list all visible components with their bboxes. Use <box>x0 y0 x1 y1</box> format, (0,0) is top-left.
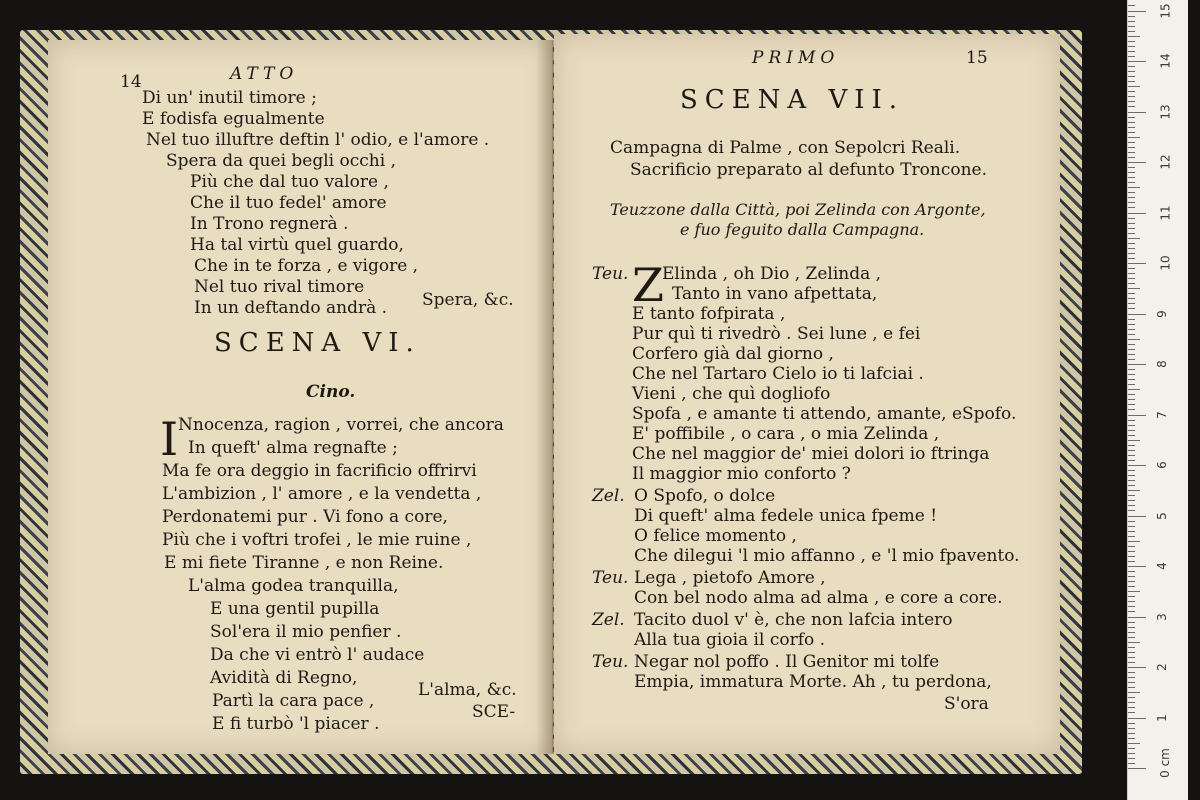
ruler-unit-label: 0 cm <box>1157 748 1172 778</box>
ruler-tick <box>1128 16 1135 17</box>
character-name: Cino. <box>306 382 356 402</box>
ruler-tick <box>1128 445 1135 446</box>
ruler-tick <box>1128 101 1135 102</box>
ruler-tick <box>1128 233 1135 234</box>
ruler-tick <box>1128 601 1135 602</box>
ruler-tick <box>1128 243 1135 244</box>
ruler-tick <box>1128 288 1140 289</box>
stage-direction: e fuo feguito dalla Campagna. <box>680 220 925 239</box>
ruler-tick <box>1128 707 1135 708</box>
verse-line: Ma fe ora deggio in facrificio offrirvi <box>162 461 477 481</box>
ruler-tick <box>1128 622 1135 623</box>
verse-line: In queft' alma regnafte ; <box>188 438 398 458</box>
ruler-tick <box>1128 591 1140 592</box>
ruler-tick <box>1128 596 1135 597</box>
ruler-tick <box>1128 127 1135 128</box>
ruler-tick <box>1128 51 1135 52</box>
ruler-tick <box>1128 682 1135 683</box>
ruler-tick <box>1128 435 1135 436</box>
ruler-tick <box>1128 495 1135 496</box>
ruler-tick <box>1128 177 1135 178</box>
dialogue-line: Pur quì ti rivedrò . Sei lune , e fei <box>632 324 921 344</box>
ruler-tick <box>1128 76 1135 77</box>
ruler-tick <box>1128 399 1135 400</box>
ruler-tick <box>1128 303 1135 304</box>
ruler-tick <box>1128 162 1146 163</box>
ruler-tick <box>1128 718 1146 719</box>
dialogue-line: O Spofo, o dolce <box>634 486 776 506</box>
ruler-tick <box>1128 218 1135 219</box>
ruler-tick <box>1128 500 1135 501</box>
catchword: SCE- <box>472 702 516 722</box>
verse-line: Partì la cara pace , <box>212 691 375 711</box>
ruler-tick <box>1128 132 1135 133</box>
ruler-tick <box>1128 758 1135 759</box>
ruler-tick <box>1128 96 1135 97</box>
dialogue-line: Spofa , e amante ti attendo, amante, eSpofo. <box>632 404 1017 424</box>
ruler-tick <box>1128 379 1135 380</box>
ruler-tick <box>1128 768 1146 769</box>
ruler-tick <box>1128 404 1135 405</box>
ruler-tick <box>1128 460 1135 461</box>
verse-line: Spera da quei begli occhi , <box>166 151 396 171</box>
ruler-tick <box>1128 763 1135 764</box>
ruler-tick <box>1128 263 1146 264</box>
ruler-tick <box>1128 702 1135 703</box>
ruler-tick <box>1128 556 1135 557</box>
ruler-tick <box>1128 273 1135 274</box>
ruler-tick <box>1128 324 1135 325</box>
dialogue-line: Lega , pietofo Amore , <box>634 568 826 588</box>
ruler-tick <box>1128 712 1135 713</box>
verse-line: Avidità di Regno, <box>210 668 358 688</box>
ruler-tick <box>1128 571 1135 572</box>
ruler-tick <box>1128 223 1135 224</box>
speaker-label: Teu. <box>592 568 629 588</box>
ruler-tick <box>1128 319 1135 320</box>
verse-line: E una gentil pupilla <box>210 599 380 619</box>
verse-line: Nel tuo rival timore <box>194 277 365 297</box>
drop-cap: Z <box>632 258 664 312</box>
ruler-tick <box>1128 344 1135 345</box>
ruler-tick <box>1128 258 1135 259</box>
ruler-tick <box>1128 86 1140 87</box>
dialogue-line: Tacito duol v' è, che non lafcia intero <box>634 610 953 630</box>
scene-setting: Campagna di Palme , con Sepolcri Reali. <box>610 138 961 158</box>
verse-line: E mi fiete Tiranne , e non Reine. <box>164 553 444 573</box>
ruler-tick <box>1128 475 1135 476</box>
ruler-tick <box>1128 374 1135 375</box>
left-page <box>48 40 553 754</box>
dialogue-line: Che nel Tartaro Cielo io ti lafciai . <box>632 364 924 384</box>
ruler-tick <box>1128 561 1135 562</box>
ruler-tick <box>1128 71 1135 72</box>
ruler-number: 7 <box>1154 410 1169 419</box>
ruler-tick <box>1128 213 1146 214</box>
stage-direction: Teuzzone dalla Città, poi Zelinda con Argonte, <box>610 200 986 219</box>
ruler-tick <box>1128 465 1146 466</box>
ruler-tick <box>1128 339 1140 340</box>
ruler-tick <box>1128 329 1135 330</box>
ruler-tick <box>1128 586 1135 587</box>
dialogue-line: Con bel nodo alma ad alma , e core a core. <box>634 588 1003 608</box>
speaker-label: Zel. <box>592 486 625 506</box>
ruler-tick <box>1128 187 1140 188</box>
verse-line: Che in te forza , e vigore , <box>194 256 419 276</box>
page-number-left: 14 <box>120 72 142 92</box>
ruler-tick <box>1128 485 1135 486</box>
ruler-tick <box>1128 207 1135 208</box>
ruler-tick <box>1128 106 1135 107</box>
ruler-tick <box>1128 369 1135 370</box>
ruler-tick <box>1128 91 1135 92</box>
ruler-tick <box>1128 450 1135 451</box>
ruler-tick <box>1128 521 1135 522</box>
ruler-tick <box>1128 430 1135 431</box>
ruler-tick <box>1128 46 1135 47</box>
ruler-number: 2 <box>1154 663 1169 671</box>
ruler-tick <box>1128 748 1135 749</box>
ruler-tick <box>1128 606 1135 607</box>
ruler-tick <box>1128 81 1135 82</box>
ruler-tick <box>1128 66 1135 67</box>
dialogue-line: Negar nol poffo . Il Genitor mi tolfe <box>634 652 940 672</box>
ruler-tick <box>1128 283 1135 284</box>
verse-line: Di un' inutil timore ; <box>142 88 317 108</box>
ruler-tick <box>1128 420 1135 421</box>
ruler-tick <box>1128 36 1140 37</box>
verse-line: Sol'era il mio penfier . <box>210 622 402 642</box>
verse-line: E fi turbò 'l piacer . <box>212 714 380 734</box>
verse-line: In Trono regnerà . <box>190 214 349 234</box>
ruler-tick <box>1128 425 1135 426</box>
ruler-tick <box>1128 516 1146 517</box>
ruler-tick <box>1128 723 1135 724</box>
ruler-number: 4 <box>1154 562 1169 570</box>
verse-line: L'alma godea tranquilla, <box>188 576 399 596</box>
ruler-tick <box>1128 56 1135 57</box>
ruler-tick <box>1128 197 1135 198</box>
dialogue-line: Elinda , oh Dio , Zelinda , <box>662 264 882 284</box>
ruler-tick <box>1128 228 1135 229</box>
ruler-tick <box>1128 384 1135 385</box>
ruler-tick <box>1128 687 1135 688</box>
measurement-ruler <box>1127 0 1188 800</box>
dialogue-line: Alla tua gioia il corfo . <box>634 630 826 650</box>
ruler-tick <box>1128 112 1146 113</box>
running-head-right: PRIMO <box>752 48 840 68</box>
ruler-tick <box>1128 298 1135 299</box>
ruler-tick <box>1128 61 1146 62</box>
ruler-tick <box>1128 753 1135 754</box>
dialogue-line: Vieni , che quì dogliofo <box>632 384 831 404</box>
verse-line: Più che dal tuo valore , <box>190 172 389 192</box>
ruler-tick <box>1128 278 1135 279</box>
ruler-tick <box>1128 152 1135 153</box>
speaker-label: Zel. <box>592 610 625 630</box>
page-number-right: 15 <box>966 48 988 68</box>
ruler-tick <box>1128 142 1135 143</box>
dialogue-line: Empia, immatura Morte. Ah , tu perdona, <box>634 672 992 692</box>
ruler-tick <box>1128 293 1135 294</box>
ruler-tick <box>1128 551 1135 552</box>
ruler-tick <box>1128 364 1146 365</box>
aria-cue: Spera, &c. <box>422 290 514 310</box>
ruler-tick <box>1128 167 1135 168</box>
ruler-number: 9 <box>1154 309 1169 318</box>
verse-line: Più che i voftri trofei , le mie ruine , <box>162 530 472 550</box>
ruler-tick <box>1128 581 1135 582</box>
ruler-number: 1 <box>1154 713 1169 722</box>
dialogue-line: E tanto fofpirata , <box>632 304 786 324</box>
ruler-tick <box>1128 354 1135 355</box>
ruler-tick <box>1128 5 1135 6</box>
ruler-tick <box>1128 21 1135 22</box>
scene-title-vii: SCENA VII. <box>680 85 905 115</box>
ruler-tick <box>1128 172 1135 173</box>
ruler-tick <box>1128 122 1135 123</box>
dialogue-line: Di queft' alma fedele unica fpeme ! <box>634 506 938 526</box>
ruler-tick <box>1128 192 1135 193</box>
scene-title-vi: SCENA VI. <box>214 328 421 358</box>
ruler-number: 6 <box>1154 461 1169 469</box>
dialogue-line: Che nel maggior de' miei dolori io ftringa <box>632 444 990 464</box>
ruler-tick <box>1128 652 1135 653</box>
ruler-tick <box>1128 334 1135 335</box>
dialogue-line: Che dilegui 'l mio affanno , e 'l mio fpavento. <box>634 546 1020 566</box>
ruler-tick <box>1128 642 1140 643</box>
ruler-tick <box>1128 526 1135 527</box>
ruler-number: 11 <box>1158 204 1173 221</box>
drop-cap: I <box>160 412 179 466</box>
ruler-tick <box>1128 253 1135 254</box>
ruler-tick <box>1128 505 1135 506</box>
ruler-tick <box>1128 738 1135 739</box>
speaker-label: Teu. <box>592 652 629 672</box>
ruler-tick <box>1128 415 1146 416</box>
ruler-tick <box>1128 359 1135 360</box>
dialogue-line: Tanto in vano afpettata, <box>672 284 878 304</box>
ruler-tick <box>1128 248 1135 249</box>
ruler-tick <box>1128 632 1135 633</box>
ruler-tick <box>1128 41 1135 42</box>
ruler-tick <box>1128 531 1135 532</box>
ruler-tick <box>1128 546 1135 547</box>
ruler-tick <box>1128 147 1135 148</box>
scene-setting: Sacrificio preparato al defunto Troncone. <box>630 160 988 180</box>
verse-line: Da che vi entrò l' audace <box>210 645 425 665</box>
aria-cue: L'alma, &c. <box>418 680 517 700</box>
verse-line: Nel tuo illuftre deftin l' odio, e l'amore . <box>146 130 490 150</box>
ruler-tick <box>1128 627 1135 628</box>
verse-line: Che il tuo fedel' amore <box>190 193 387 213</box>
ruler-tick <box>1128 394 1135 395</box>
ruler-tick <box>1128 728 1135 729</box>
ruler-tick <box>1128 510 1135 511</box>
verse-line: E fodisfa egualmente <box>142 109 325 129</box>
ruler-tick <box>1128 157 1135 158</box>
ruler-tick <box>1128 308 1135 309</box>
verse-line: Perdonatemi pur . Vi fono a core, <box>162 507 448 527</box>
ruler-tick <box>1128 657 1135 658</box>
ruler-tick <box>1128 672 1135 673</box>
ruler-tick <box>1128 182 1135 183</box>
ruler-number: 14 <box>1158 53 1173 69</box>
ruler-tick <box>1128 541 1140 542</box>
ruler-tick <box>1128 647 1135 648</box>
ruler-tick <box>1128 677 1135 678</box>
speaker-label: Teu. <box>592 264 629 284</box>
ruler-tick <box>1128 455 1135 456</box>
ruler-tick <box>1128 389 1140 390</box>
ruler-tick <box>1128 611 1135 612</box>
dialogue-line: Il maggior mio conforto ? <box>632 464 851 484</box>
ruler-tick <box>1128 31 1135 32</box>
catchword: S'ora <box>944 694 989 714</box>
ruler-tick <box>1128 470 1135 471</box>
ruler-tick <box>1128 697 1135 698</box>
ruler-tick <box>1128 11 1146 12</box>
ruler-tick <box>1128 743 1140 744</box>
ruler-tick <box>1128 733 1135 734</box>
ruler-tick <box>1128 692 1140 693</box>
verse-line: Nnocenza, ragion , vorrei, che ancora <box>178 415 504 435</box>
running-head-left: ATTO <box>230 64 299 84</box>
ruler-tick <box>1128 268 1135 269</box>
ruler-tick <box>1128 662 1135 663</box>
ruler-number: 3 <box>1154 612 1169 621</box>
ruler-number: 8 <box>1154 360 1169 368</box>
ruler-tick <box>1128 637 1135 638</box>
ruler-number: 12 <box>1158 154 1173 170</box>
dialogue-line: Corfero già dal giorno , <box>632 344 834 364</box>
ruler-tick <box>1128 202 1135 203</box>
ruler-tick <box>1128 480 1135 481</box>
ruler-number: 13 <box>1158 103 1173 120</box>
ruler-number: 10 <box>1158 255 1173 271</box>
ruler-number: 5 <box>1154 511 1169 520</box>
ruler-tick <box>1128 536 1135 537</box>
ruler-tick <box>1128 26 1135 27</box>
dialogue-line: O felice momento , <box>634 526 797 546</box>
ruler-tick <box>1128 490 1140 491</box>
ruler-tick <box>1128 440 1140 441</box>
ruler-tick <box>1128 349 1135 350</box>
right-page <box>554 34 1060 754</box>
ruler-tick <box>1128 314 1146 315</box>
verse-line: L'ambizion , l' amore , e la vendetta , <box>162 484 482 504</box>
ruler-tick <box>1128 617 1146 618</box>
ruler-tick <box>1128 667 1146 668</box>
ruler-tick <box>1128 117 1135 118</box>
ruler-tick <box>1128 566 1146 567</box>
ruler-tick <box>1128 576 1135 577</box>
ruler-number: 15 <box>1158 2 1173 19</box>
ruler-tick <box>1128 409 1135 410</box>
dialogue-line: E' poffibile , o cara , o mia Zelinda , <box>632 424 940 444</box>
ruler-tick <box>1128 238 1140 239</box>
verse-line: In un deftando andrà . <box>194 298 388 318</box>
verse-line: Ha tal virtù quel guardo, <box>190 235 404 255</box>
ruler-tick <box>1128 137 1140 138</box>
